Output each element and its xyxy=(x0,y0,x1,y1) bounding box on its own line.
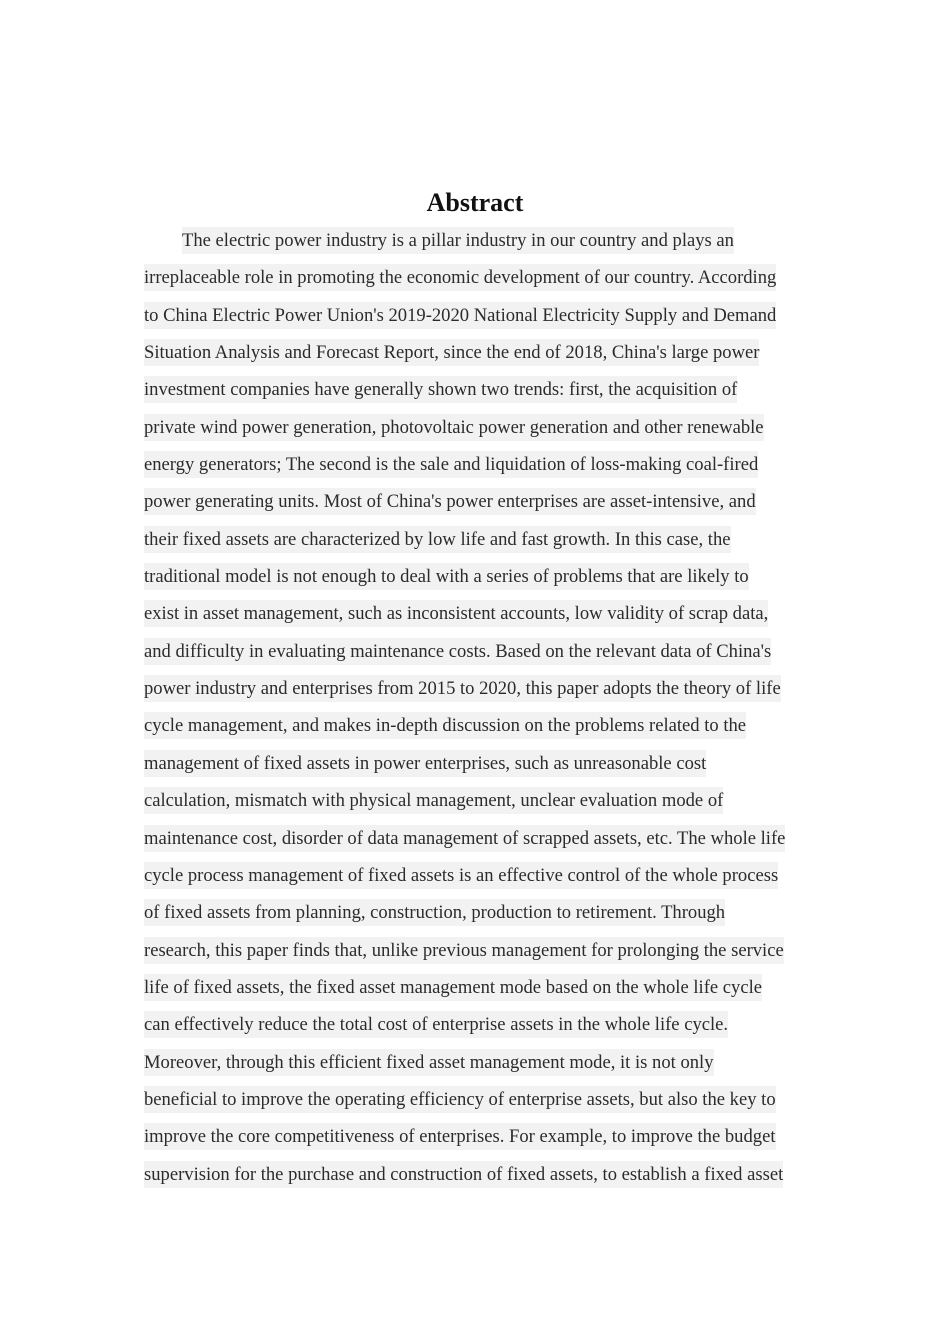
text-line xyxy=(144,521,814,558)
text-line xyxy=(144,670,814,707)
text-line xyxy=(144,409,814,446)
text-line-content: improve the core competitiveness of enterprises. For example, to improve the budget xyxy=(144,1123,776,1150)
text-line xyxy=(144,857,814,894)
text-line-content: traditional model is not enough to deal with a series of problems that are likely to xyxy=(144,563,749,590)
text-line xyxy=(144,1006,814,1043)
text-line xyxy=(144,932,814,969)
text-line-content: private wind power generation, photovoltaic power generation and other renewable xyxy=(144,414,764,441)
text-line-content: beneficial to improve the operating efficiency of enterprise assets, but also the key to xyxy=(144,1086,776,1113)
text-line-content: irreplaceable role in promoting the economic development of our country. According xyxy=(144,264,776,291)
text-line-content: can effectively reduce the total cost of enterprise assets in the whole life cycle. xyxy=(144,1011,728,1038)
text-line-content: research, this paper finds that, unlike previous management for prolonging the service xyxy=(144,937,784,964)
text-line-content: supervision for the purchase and construction of fixed assets, to establish a fixed asset xyxy=(144,1161,783,1188)
text-line xyxy=(144,1081,814,1118)
text-line-content: calculation, mismatch with physical management, unclear evaluation mode of xyxy=(144,787,723,814)
text-line-content: to China Electric Power Union's 2019-2020 National Electricity Supply and Demand xyxy=(144,302,776,329)
text-line xyxy=(144,558,814,595)
abstract-body xyxy=(144,222,814,1193)
text-line-content: their fixed assets are characterized by low life and fast growth. In this case, the xyxy=(144,526,731,553)
text-line-content: of fixed assets from planning, construction, production to retirement. Through xyxy=(144,899,725,926)
text-line xyxy=(144,707,814,744)
text-line-content: investment companies have generally shown two trends: first, the acquisition of xyxy=(144,376,737,403)
text-line-content: cycle process management of fixed assets is an effective control of the whole process xyxy=(144,862,778,889)
text-line-content: management of fixed assets in power enterprises, such as unreasonable cost xyxy=(144,750,706,777)
text-line-content: exist in asset management, such as inconsistent accounts, low validity of scrap data, xyxy=(144,600,768,627)
text-line xyxy=(144,222,814,259)
text-line-content: energy generators; The second is the sale and liquidation of loss-making coal-fired xyxy=(144,451,758,478)
text-line xyxy=(144,595,814,632)
text-line-content: and difficulty in evaluating maintenance costs. Based on the relevant data of China's xyxy=(144,638,771,665)
text-line xyxy=(144,259,814,296)
text-line-content: Moreover, through this efficient fixed asset management mode, it is not only xyxy=(144,1049,714,1076)
text-line-content: cycle management, and makes in-depth discussion on the problems related to the xyxy=(144,712,746,739)
text-line-content: Situation Analysis and Forecast Report, since the end of 2018, China's large power xyxy=(144,339,759,366)
text-line xyxy=(144,371,814,408)
text-line xyxy=(144,782,814,819)
text-line-content: The electric power industry is a pillar industry in our country and plays an xyxy=(182,227,734,254)
text-line-content: power generating units. Most of China's power enterprises are asset-intensive, and xyxy=(144,488,756,515)
text-line xyxy=(144,334,814,371)
text-line-content: power industry and enterprises from 2015 to 2020, this paper adopts the theory of life xyxy=(144,675,781,702)
text-line xyxy=(144,483,814,520)
text-line xyxy=(144,894,814,931)
text-line-content: life of fixed assets, the fixed asset management mode based on the whole life cycle xyxy=(144,974,762,1001)
text-line xyxy=(144,745,814,782)
text-line xyxy=(144,969,814,1006)
text-line xyxy=(144,820,814,857)
page-title: Abstract xyxy=(426,188,524,217)
text-line xyxy=(144,633,814,670)
text-line xyxy=(144,1156,814,1193)
text-line-content: maintenance cost, disorder of data management of scrapped assets, etc. The whole life xyxy=(144,825,785,852)
text-line xyxy=(144,297,814,334)
text-line xyxy=(144,446,814,483)
text-line xyxy=(144,1118,814,1155)
text-line xyxy=(144,1044,814,1081)
